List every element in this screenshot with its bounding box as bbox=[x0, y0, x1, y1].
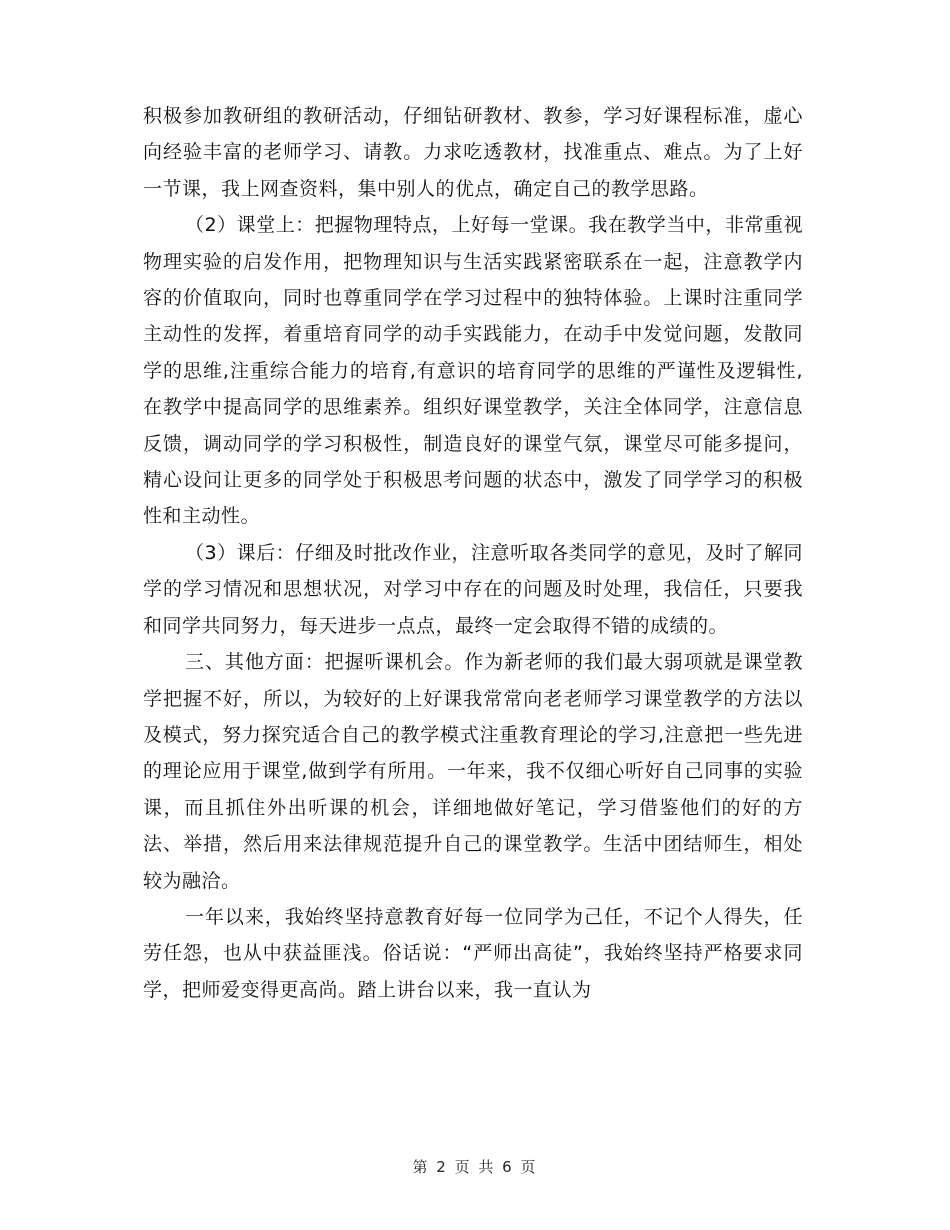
paragraph-other-aspects: 三、其他方面：把握听课机会。作为新老师的我们最大弱项就是课堂教学把握不好，所以，为较好的上好课我常常向老老师学习课堂教学的方法以及模式，努力探究适合自己的教学模式注重教育理论的学习,注意把一些先进的理论应用于课堂,做到学有所用。一年来，我不仅细心听好自己同事的实验课，而且抓住外出听课的机会，详细地做好笔记，学习借鉴他们的好的方法、举措，然后用来法律规范提升自己的课堂教学。生活中团结师生，相处较为融洽。 bbox=[143, 651, 803, 892]
paragraph-year-summary: 一年以来，我始终坚持意教育好每一位同学为己任，不记个人得失，任劳任怨，也从中获益匪浅。俗话说：“严师出高徒”，我始终坚持严格要求同学，把师爱变得更高尚。踏上讲台以来，我一直认为 bbox=[143, 905, 803, 1001]
paragraph-continuation: 积极参加教研组的教研活动，仔细钻研教材、教参，学习好课程标准，虚心向经验丰富的老师学习、请教。力求吃透教材，找准重点、难点。为了上好一节课，我上网查资料，集中别人的优点，确定自己的教学思路。 bbox=[143, 105, 803, 200]
body-text bbox=[143, 98, 803, 1008]
paragraph-in-class: （2）课堂上：把握物理特点，上好每一堂课。我在教学当中，非常重视物理实验的启发作用，把物理知识与生活实践紧密联系在一起，注意教学内容的价值取向，同时也尊重同学在学习过程中的独特体验。上课时注重同学主动性的发挥，着重培育同学的动手实践能力，在动手中发觉问题，发散同学的思维,注重综合能力的培育,有意识的培育同学的思维的严谨性及逻辑性,在教学中提高同学的思维素养。组织好课堂教学，关注全体同学，注意信息反馈，调动同学的学习积极性，制造良好的课堂气氛，课堂尽可能多提问，精心设问让更多的同学处于积极思考问题的状态中，激发了同学学习的积极性和主动性。 bbox=[143, 214, 803, 528]
page-number-footer: 第 2 页 共 6 页 bbox=[412, 1158, 538, 1176]
paragraph-after-class: （3）课后：仔细及时批改作业，注意听取各类同学的意见，及时了解同学的学习情况和思想状况，对学习中存在的问题及时处理，我信任，只要我和同学共同努力，每天进步一点点，最终一定会取得不错的成绩的。 bbox=[143, 541, 803, 637]
